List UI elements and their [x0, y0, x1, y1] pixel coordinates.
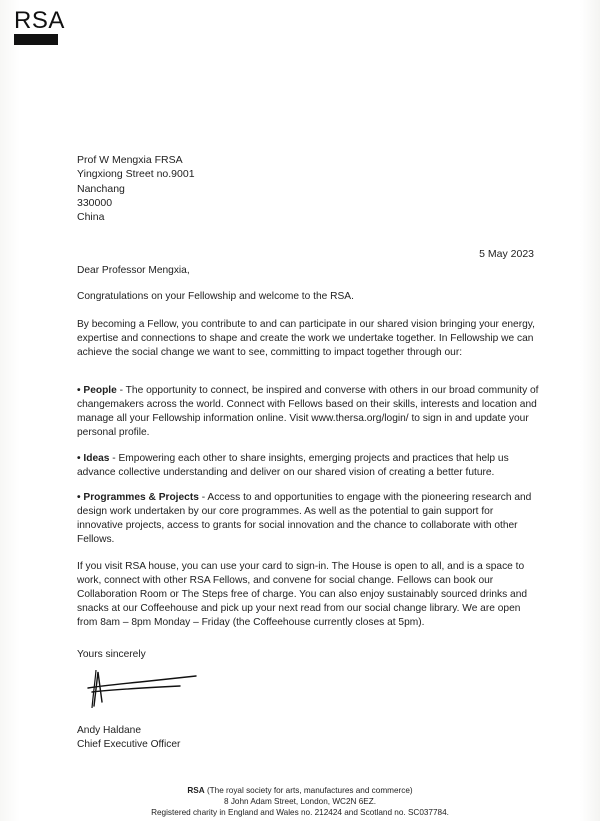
rsa-logo-bar	[14, 34, 58, 45]
ideas-label: • Ideas	[77, 453, 110, 464]
footer-org-line	[0, 785, 600, 796]
house-paragraph: If you visit RSA house, you can use your card to sign-in. The House is open to all, and is a space to work, connect with other RSA Fellows, and convene for social change. Fellows can book our Collaboration Room or The Steps free of charge. You can also enjoy sustainably sourced drinks and snacks at our Coffeehouse and pick up your next read from our social change library. We are open from 8am – 8pm Monday – Friday (the Coffeehouse currently closes at 5pm).	[77, 561, 528, 628]
footer-charity: Registered charity in England and Wales no. 212424 and Scotland no. SC037784.	[151, 808, 449, 817]
intro-paragraph: Congratulations on your Fellowship and welcome to the RSA.	[77, 291, 354, 302]
signatory-title: Chief Executive Officer	[77, 739, 181, 750]
salutation: Dear Professor Mengxia,	[77, 265, 190, 276]
footer	[0, 785, 600, 818]
address-line: Yingxiong Street no.9001	[77, 168, 195, 181]
address-line: China	[77, 211, 105, 224]
signature-image	[80, 662, 200, 714]
closing: Yours sincerely	[77, 649, 146, 660]
ideas-text: - Empowering each other to share insights, emerging projects and practices that help us advance collective understanding and deliver on our shared vision of creating a better future.	[77, 453, 509, 478]
footer-org: RSA	[187, 786, 205, 795]
recipient-address	[77, 153, 195, 224]
address-line: Nanchang	[77, 182, 125, 195]
footer-org-desc: (The royal society for arts, manufactures and commerce)	[204, 786, 413, 795]
signatory-block	[77, 724, 180, 752]
programmes-text: - Access to and opportunities to engage with the pioneering research and design work undertaken by our core programmes. As well as the potential to gain support for innovative projects, access to grants for social innovation and the chance to collaborate with other Fellows.	[77, 492, 532, 545]
address-line: Prof W Mengxia FRSA	[77, 154, 183, 166]
people-text: - The opportunity to connect, be inspired and converse with others in our broad community of changemakers across the world. Connect with Fellows based on their skills, interests and location and manage all your Fellowship information online. Visit www.thersa.org/login/ to sign in and update your personal profile.	[77, 385, 539, 438]
rsa-logo: RSA	[14, 7, 65, 34]
letter-date: 5 May 2023	[479, 248, 534, 260]
programmes-paragraph	[77, 491, 539, 547]
ideas-paragraph	[77, 452, 539, 480]
programmes-label: • Programmes & Projects	[77, 492, 199, 503]
vision-paragraph: By becoming a Fellow, you contribute to and can participate in our shared vision bringing your energy, expertise and connections to shape and create the work we undertake together. In Fellowship we can achieve the social change we want to see, committing to impact together through our:	[77, 319, 535, 358]
footer-address: 8 John Adam Street, London, WC2N 6EZ.	[223, 797, 376, 806]
address-line: 330000	[77, 196, 113, 209]
people-label: • People	[77, 385, 117, 396]
signatory-name: Andy Haldane	[77, 725, 142, 736]
people-paragraph	[77, 384, 539, 440]
